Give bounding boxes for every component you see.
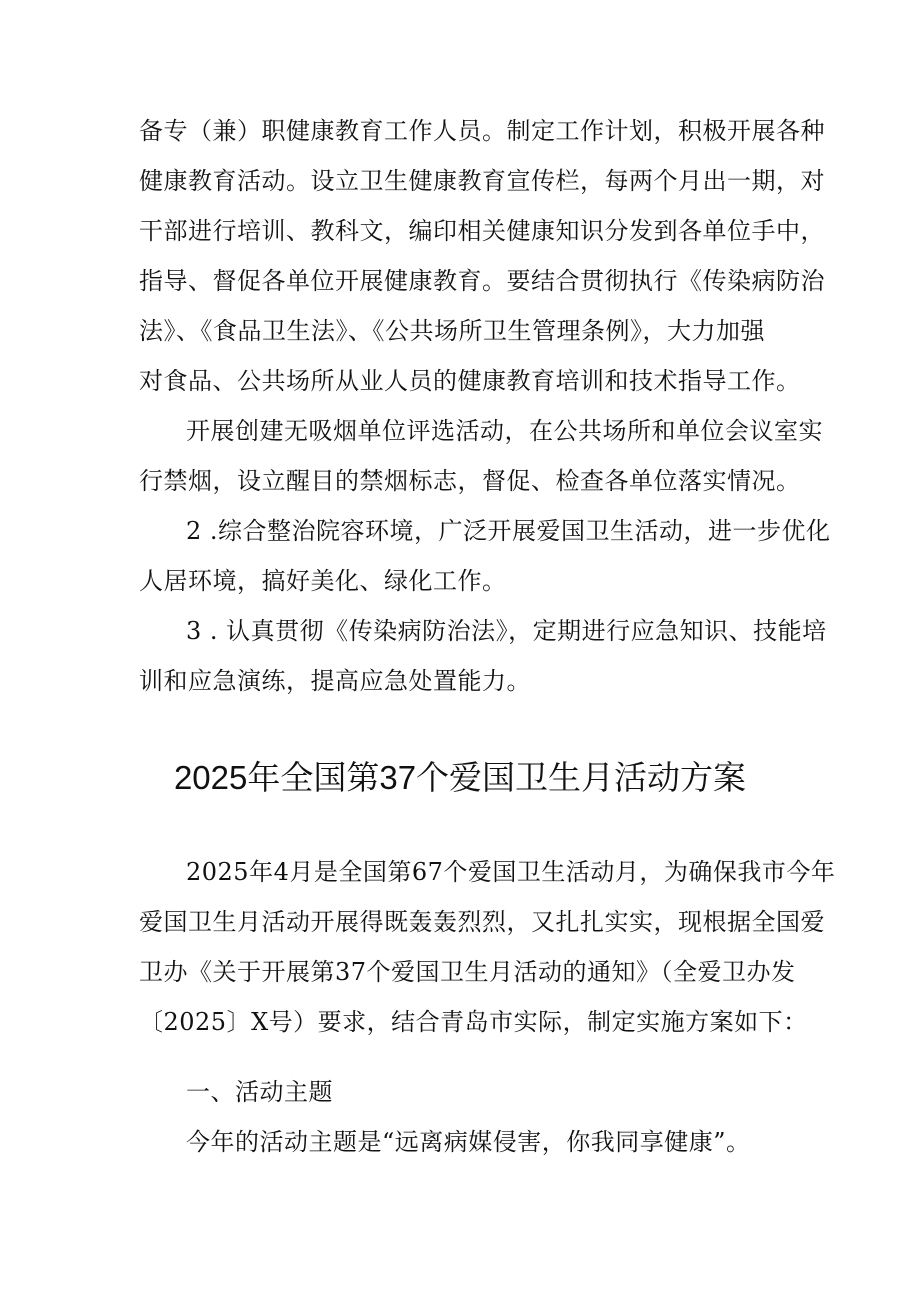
section-heading: 一、活动主题	[186, 1078, 333, 1106]
paragraph-line: 开展创建无吸烟单位评选活动，在公共场所和单位会议室实	[186, 417, 823, 445]
paragraph-line: 法》、《食品卫生法》、《公共场所卫生管理条例》，大力加强	[139, 317, 765, 345]
paragraph-line: 指导、督促各单位开展健康教育。要结合贯彻执行《传染病防治	[139, 267, 825, 295]
list-item-3-line: 训和应急演练，提高应急处置能力。	[139, 667, 531, 695]
paragraph-line: 对食品、公共场所从业人员的健康教育培训和技术指导工作。	[139, 367, 801, 395]
list-item-2-line: 2 .综合整治院容环境，广泛开展爱国卫生活动，进一步优化	[186, 517, 831, 545]
intro-line: 卫办《关于开展第37个爱国卫生月活动的通知》（全爱卫办发	[139, 958, 796, 986]
section-text: 今年的活动主题是“远离病媒侵害，你我同享健康”。	[186, 1128, 751, 1156]
paragraph-line: 行禁烟，设立醒目的禁烟标志，督促、检查各单位落实情况。	[139, 467, 801, 495]
paragraph-line: 干部进行培训、教科文，编印相关健康知识分发到各单位手中，	[139, 217, 825, 245]
paragraph-line: 健康教育活动。设立卫生健康教育宣传栏，每两个月出一期，对	[139, 167, 825, 195]
document-title: 2025年全国第37个爱国卫生月活动方案	[173, 759, 747, 796]
list-item-2-line: 人居环境，搞好美化、绿化工作。	[139, 567, 507, 595]
intro-line: 爱国卫生月活动开展得既轰轰烈烈，又扎扎实实，现根据全国爱	[139, 908, 825, 936]
paragraph-line: 备专（兼）职健康教育工作人员。制定工作计划，积极开展各种	[139, 117, 825, 145]
intro-line: 2025年4月是全国第67个爱国卫生活动月，为确保我市今年	[186, 858, 836, 886]
list-item-3-line: 3 . 认真贯彻《传染病防治法》，定期进行应急知识、技能培	[186, 617, 827, 645]
intro-line: 〔2025〕X号）要求，结合青岛市实际，制定实施方案如下：	[139, 1008, 808, 1036]
